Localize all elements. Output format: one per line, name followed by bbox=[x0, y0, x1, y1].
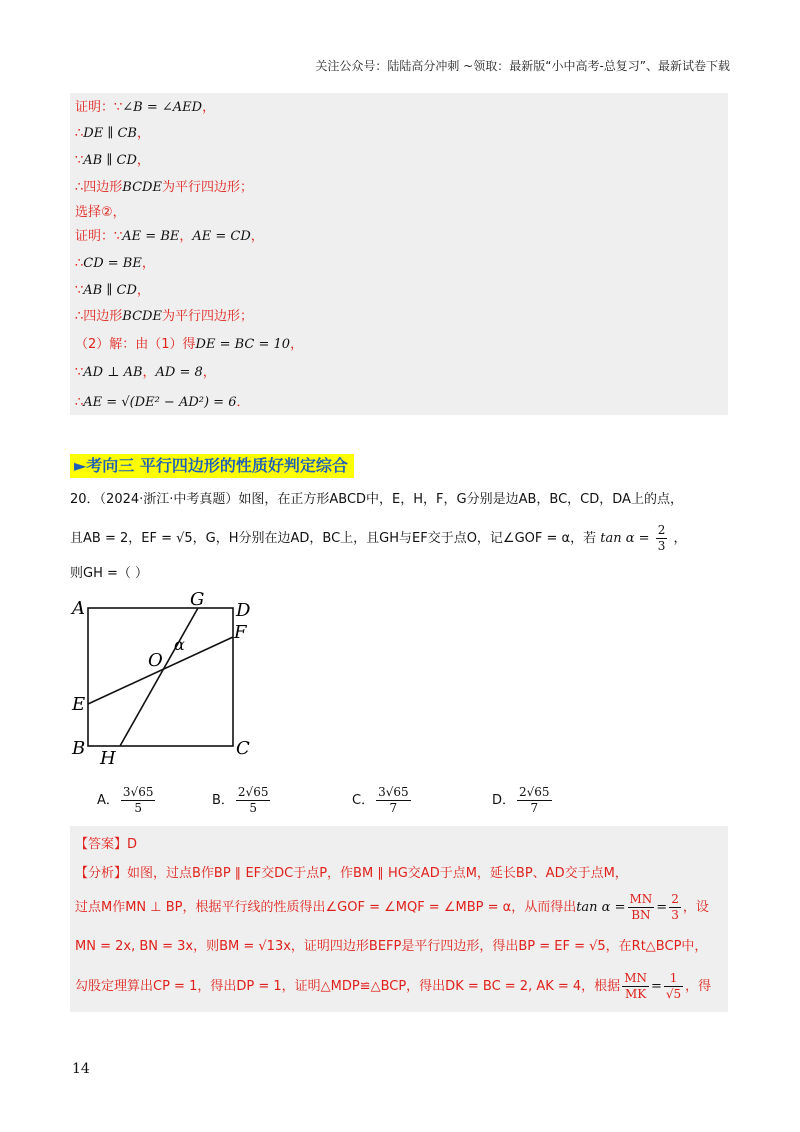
page-number: 14 bbox=[72, 1061, 90, 1077]
proof-line: 证明：∵AE = BE，AE = CD， bbox=[75, 229, 264, 244]
label-H: H bbox=[100, 748, 116, 769]
square-ABCD bbox=[88, 608, 233, 746]
option-b[interactable]: B． $\frac{2√65}{5}$ bbox=[212, 785, 269, 815]
answer-block bbox=[70, 826, 728, 1012]
proof-line: ∴CD = BE， bbox=[75, 256, 155, 271]
label-B: B bbox=[72, 738, 86, 759]
answer-label: 【答案】D bbox=[75, 837, 138, 852]
proof-line: ∵AB ∥ CD， bbox=[75, 153, 150, 168]
proof-line: ∴四边形BCDE为平行四边形； bbox=[75, 309, 253, 324]
analysis-line: 【分析】如图，过点B作BP ∥ EF交DC于点P，作BM ∥ HG交AD于点M，延长BP、AD交于点M， bbox=[75, 866, 628, 881]
tan-expression: tan α = bbox=[600, 531, 650, 546]
label-G: G bbox=[190, 590, 205, 610]
proof-line: ∴AE = √(DE² − AD²) = 6． bbox=[75, 395, 250, 410]
analysis-line: 勾股定理算出CP = 1，得出DP = 1，证明△MDP≌△BCP，得出DK = BC = 2, AK = 4，根据 $\frac{MN}{MK}$ = $\frac{1}{√5}$ ，得 bbox=[75, 971, 712, 1001]
option-c[interactable]: C． $\frac{3√65}{7}$ bbox=[352, 785, 409, 815]
option-d[interactable]: D． $\frac{2√65}{7}$ bbox=[492, 785, 550, 815]
proof-line: ∵AD ⊥ AB，AD = 8， bbox=[75, 365, 216, 380]
question-line: 则GH =（ ） bbox=[70, 566, 149, 581]
analysis-line: 过点M作MN ⊥ BP，根据平行线的性质得出∠GOF = ∠MQF = ∠MBP = α，从而得出tan α = $\frac{MN}{BN}$ = $\frac{2}{3}$ ，设 bbox=[75, 892, 709, 922]
proof-line: 证明：∵∠B = ∠AED， bbox=[75, 100, 216, 115]
page-header: 关注公众号：陆陆高分冲刺 ~领取：最新版“小中高考-总复习”、最新试卷下载 bbox=[315, 59, 730, 73]
label-F: F bbox=[234, 622, 247, 643]
label-C: C bbox=[236, 738, 250, 759]
proof-line: （2）解：由（1）得DE = BC = 10， bbox=[75, 337, 304, 352]
question-line: 且AB = 2，EF = √5，G，H分别在边AD，BC上，且GH与EF交于点O，记∠GOF = α，若 tan α = $\frac{2}{3}$ ， bbox=[70, 523, 687, 553]
option-a[interactable]: A． $\frac{3√65}{5}$ bbox=[97, 785, 154, 815]
label-O: O bbox=[148, 650, 163, 671]
analysis-line: MN = 2x, BN = 3x，则BM = √13x，证明四边形BEFP是平行四边形，得出BP = EF = √5，在Rt△BCP中， bbox=[75, 939, 708, 954]
proof-line: ∵AB ∥ CD， bbox=[75, 283, 150, 298]
proof-block bbox=[70, 93, 728, 415]
fraction: $\frac{2}{3}$ bbox=[657, 523, 666, 553]
geometry-figure bbox=[66, 590, 266, 770]
label-E: E bbox=[72, 694, 86, 715]
proof-line: 选择②， bbox=[75, 205, 126, 220]
segment-GH bbox=[120, 608, 198, 746]
proof-line: ∴四边形BCDE为平行四边形； bbox=[75, 180, 253, 195]
question-line: 20．（2024·浙江·中考真题）如图，在正方形ABCD中，E，H，F，G分别是边AB，BC，CD，DA上的点， bbox=[70, 492, 683, 507]
proof-line: ∴DE ∥ CB， bbox=[75, 126, 150, 141]
label-alpha: α bbox=[174, 635, 185, 654]
label-A: A bbox=[72, 598, 85, 619]
label-D: D bbox=[236, 600, 251, 621]
section-title: ►考向三 平行四边形的性质好判定综合 bbox=[70, 454, 354, 478]
